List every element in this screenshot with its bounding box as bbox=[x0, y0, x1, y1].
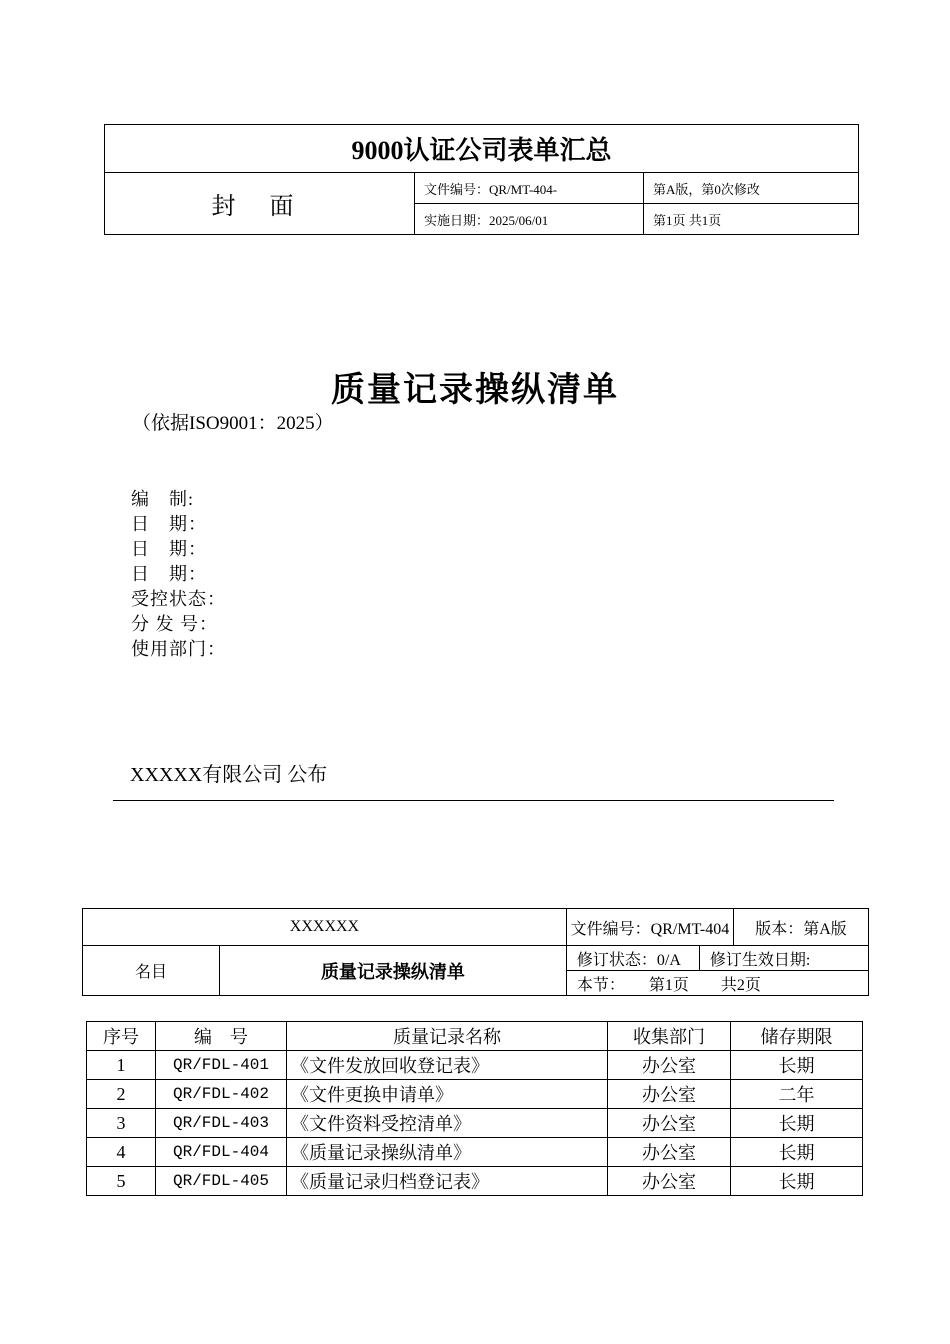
row-retention: 二年 bbox=[731, 1080, 863, 1109]
field-date-1: 日 期： bbox=[131, 514, 207, 534]
col-header-retention: 储存期限 bbox=[731, 1022, 863, 1051]
col-header-department: 收集部门 bbox=[608, 1022, 731, 1051]
table-row bbox=[87, 1138, 863, 1167]
row-code: QR/FDL-403 bbox=[156, 1109, 287, 1138]
field-date-2: 日 期： bbox=[131, 539, 207, 559]
row-name: 《文件更换申请单》 bbox=[287, 1080, 608, 1109]
col-header-name: 质量记录名称 bbox=[287, 1022, 608, 1051]
row-no: 5 bbox=[87, 1167, 156, 1196]
row-name: 《文件资料受控清单》 bbox=[287, 1109, 608, 1138]
row-department: 办公室 bbox=[608, 1051, 731, 1080]
row-retention: 长期 bbox=[731, 1051, 863, 1080]
records-table bbox=[86, 1021, 863, 1196]
form-doc-number: 文件编号：QR/MT-404 bbox=[566, 909, 733, 946]
row-code: QR/FDL-402 bbox=[156, 1080, 287, 1109]
field-distribution-no: 分 发 号： bbox=[131, 614, 218, 634]
divider bbox=[113, 800, 834, 801]
field-date-3: 日 期： bbox=[131, 564, 207, 584]
col-header-no: 序号 bbox=[87, 1022, 156, 1051]
revision-status: 修订状态：0/A bbox=[566, 946, 699, 971]
table-row bbox=[87, 1109, 863, 1138]
form-version: 版本：第A版 bbox=[734, 909, 869, 946]
table-row bbox=[87, 1167, 863, 1196]
version-info: 第A版，第0次修改 bbox=[644, 173, 859, 204]
row-department: 办公室 bbox=[608, 1167, 731, 1196]
publisher-line: XXXXX有限公司 公布 bbox=[130, 764, 328, 786]
doc-number: 文件编号：QR/MT-404- bbox=[415, 173, 644, 204]
row-name: 《文件发放回收登记表》 bbox=[287, 1051, 608, 1080]
form-header-table bbox=[82, 908, 869, 996]
header-title: 9000认证公司表单汇总 bbox=[105, 125, 859, 173]
revision-effective-date: 修订生效日期: bbox=[699, 946, 868, 971]
row-department: 办公室 bbox=[608, 1080, 731, 1109]
table-row bbox=[87, 1051, 863, 1080]
cover-label: 封 面 bbox=[105, 173, 415, 235]
row-no: 3 bbox=[87, 1109, 156, 1138]
row-no: 1 bbox=[87, 1051, 156, 1080]
row-no: 2 bbox=[87, 1080, 156, 1109]
row-code: QR/FDL-401 bbox=[156, 1051, 287, 1080]
row-name: 《质量记录操纵清单》 bbox=[287, 1138, 608, 1167]
standard-basis: （依据ISO9001：2025） bbox=[132, 413, 334, 434]
page-info: 第1页 共1页 bbox=[644, 204, 859, 235]
field-compiler: 编 制: bbox=[131, 489, 195, 509]
row-retention: 长期 bbox=[731, 1167, 863, 1196]
header-table bbox=[104, 124, 859, 235]
form-name: 质量记录操纵清单 bbox=[220, 946, 567, 996]
table-row bbox=[87, 1080, 863, 1109]
table-header-row bbox=[87, 1022, 863, 1051]
row-code: QR/FDL-405 bbox=[156, 1167, 287, 1196]
company-name: XXXXXX bbox=[83, 909, 567, 946]
name-label: 名目 bbox=[83, 946, 220, 996]
row-no: 4 bbox=[87, 1138, 156, 1167]
row-name: 《质量记录归档登记表》 bbox=[287, 1167, 608, 1196]
field-control-status: 受控状态： bbox=[131, 589, 226, 609]
row-retention: 长期 bbox=[731, 1138, 863, 1167]
field-department: 使用部门： bbox=[131, 639, 226, 659]
row-retention: 长期 bbox=[731, 1109, 863, 1138]
effective-date: 实施日期：2025/06/01 bbox=[415, 204, 644, 235]
row-department: 办公室 bbox=[608, 1138, 731, 1167]
document-title: 质量记录操纵清单 bbox=[331, 372, 619, 409]
section-pages: 本节： 第1页 共2页 bbox=[566, 971, 868, 996]
row-code: QR/FDL-404 bbox=[156, 1138, 287, 1167]
col-header-code: 编 号 bbox=[156, 1022, 287, 1051]
row-department: 办公室 bbox=[608, 1109, 731, 1138]
